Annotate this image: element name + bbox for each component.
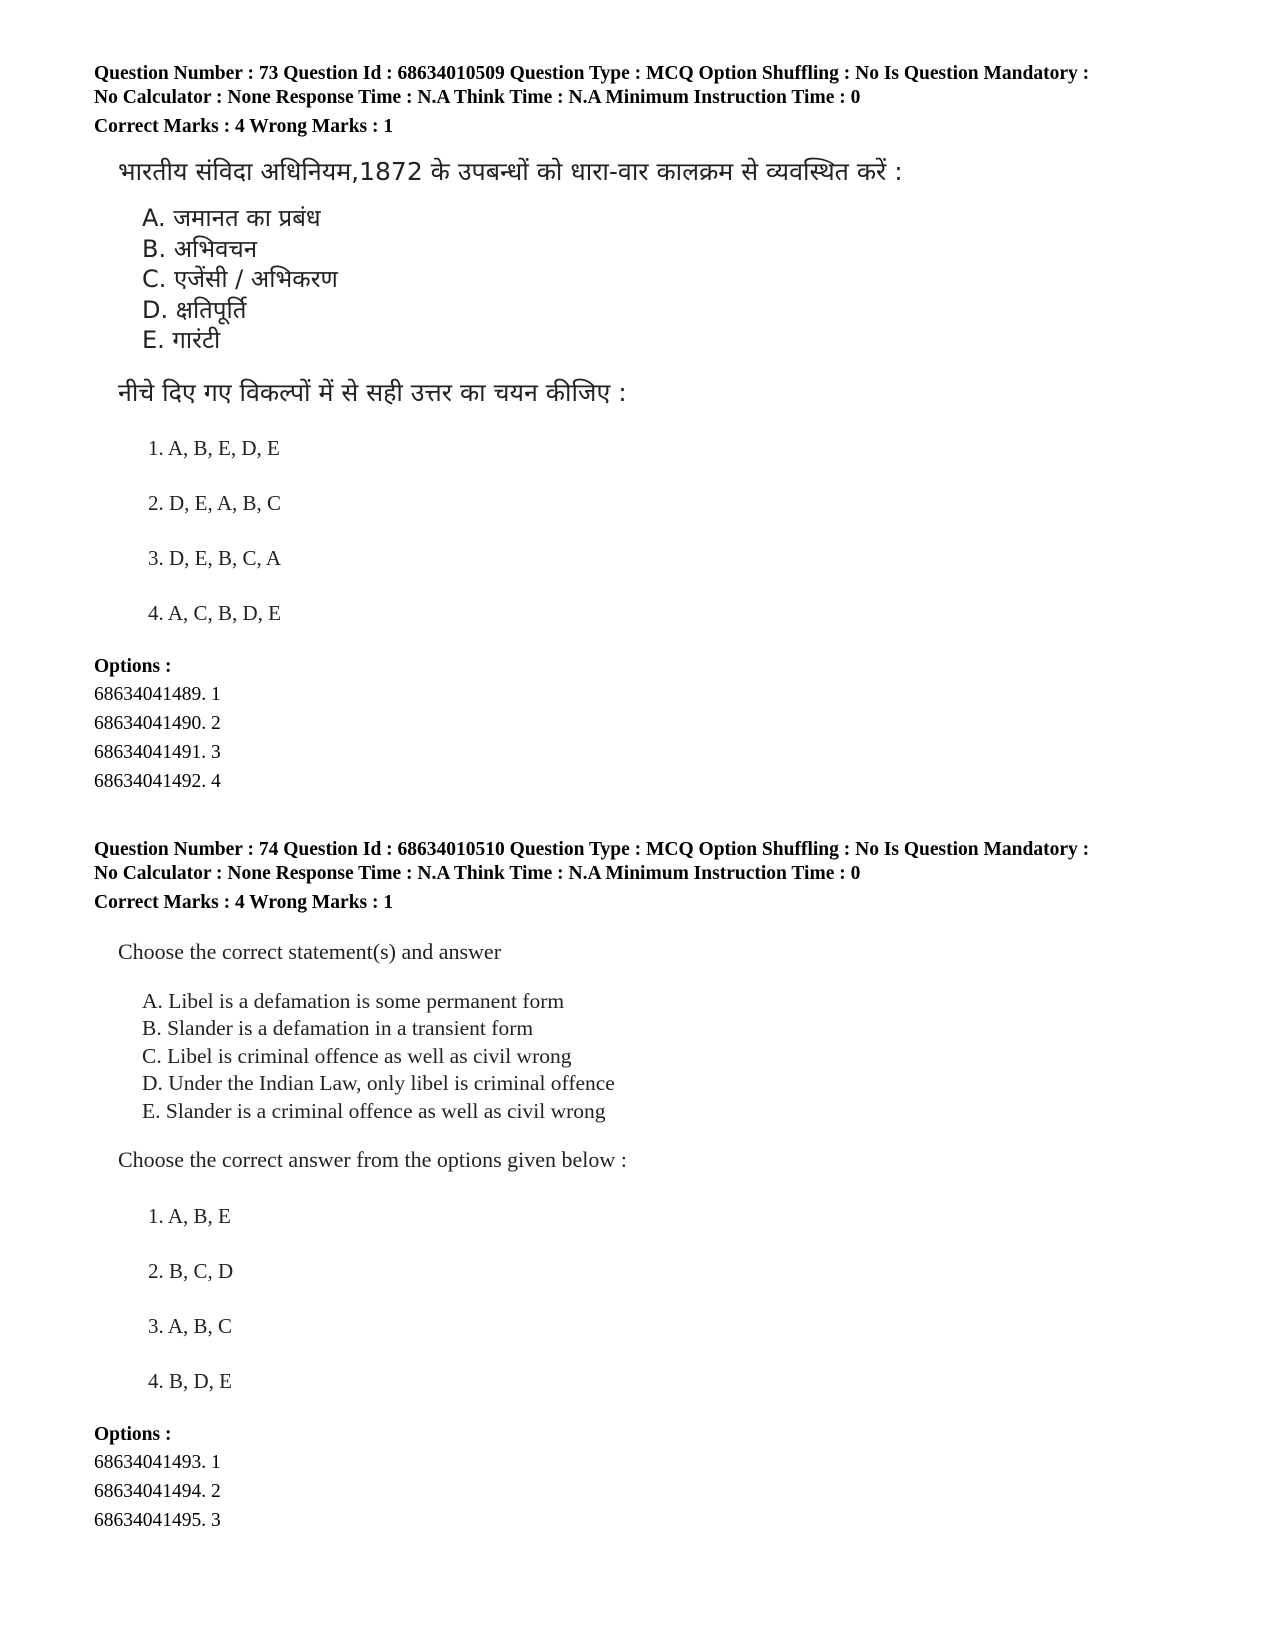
question-stem: Choose the correct statement(s) and answer bbox=[118, 938, 502, 964]
question-item: A. जमानत का प्रबंध bbox=[142, 204, 321, 232]
question-marks: Correct Marks : 4 Wrong Marks : 1 bbox=[94, 116, 394, 137]
option-id: 68634041489. 1 bbox=[94, 683, 221, 705]
answer-choice: 1. A, B, E bbox=[148, 1204, 231, 1228]
question-block-73 bbox=[94, 62, 1214, 796]
question-meta-line-2: No Calculator : None Response Time : N.A Think Time : N.A Minimum Instruction Time : 0 bbox=[94, 862, 861, 884]
option-id: 68634041491. 3 bbox=[94, 741, 221, 763]
question-item: B. Slander is a defamation in a transient form bbox=[142, 1016, 534, 1040]
question-stem: भारतीय संविदा अधिनियम,1872 के उपबन्धों को धारा-वार कालक्रम से व्यवस्थित करें : bbox=[118, 157, 903, 186]
answer-choice: 3. A, B, C bbox=[148, 1314, 233, 1338]
answer-choice: 2. B, C, D bbox=[148, 1259, 234, 1283]
question-instruction: नीचे दिए गए विकल्पों में से सही उत्तर का चयन कीजिए : bbox=[118, 377, 627, 407]
question-items bbox=[142, 203, 1214, 356]
question-item: A. Libel is a defamation is some permanent form bbox=[142, 988, 565, 1013]
question-item: D. Under the Indian Law, only libel is criminal offence bbox=[142, 1071, 615, 1095]
question-header bbox=[94, 838, 1214, 915]
answer-choice: 4. B, D, E bbox=[148, 1369, 232, 1393]
options-label: Options : bbox=[94, 1424, 172, 1445]
option-id: 68634041495. 3 bbox=[94, 1510, 221, 1531]
question-item: C. Libel is criminal offence as well as civil wrong bbox=[142, 1043, 572, 1068]
question-meta-line-1: Question Number : 73 Question Id : 68634010509 Question Type : MCQ Option Shuffling : No Is Question Mandatory : bbox=[94, 63, 1090, 84]
question-meta-line-1: Question Number : 74 Question Id : 68634010510 Question Type : MCQ Option Shuffling : No Is Question Mandatory : bbox=[94, 838, 1090, 860]
options-section bbox=[94, 1422, 1214, 1535]
question-image bbox=[118, 157, 1214, 628]
options-section bbox=[94, 654, 1214, 796]
document-page bbox=[94, 62, 1214, 1535]
question-marks: Correct Marks : 4 Wrong Marks : 1 bbox=[94, 891, 394, 913]
question-item: E. गारंटी bbox=[142, 326, 221, 354]
option-id: 68634041490. 2 bbox=[94, 712, 221, 734]
question-item: E. Slander is a criminal offence as well as civil wrong bbox=[142, 1098, 606, 1123]
question-header bbox=[94, 62, 1214, 139]
answer-choices bbox=[148, 433, 1214, 628]
option-id: 68634041493. 1 bbox=[94, 1452, 221, 1473]
option-id: 68634041492. 4 bbox=[94, 770, 221, 792]
option-id: 68634041494. 2 bbox=[94, 1481, 221, 1502]
question-item: C. एजेंसी / अभिकरण bbox=[142, 265, 338, 293]
question-block-74 bbox=[94, 838, 1214, 1536]
answer-choice: 4. A, C, B, D, E bbox=[148, 600, 282, 625]
options-label: Options : bbox=[94, 655, 172, 677]
question-items bbox=[142, 988, 1214, 1126]
answer-choice: 1. A, B, E, D, E bbox=[148, 435, 280, 460]
question-item: B. अभिवचन bbox=[142, 234, 258, 263]
question-meta-line-2: No Calculator : None Response Time : N.A Think Time : N.A Minimum Instruction Time : 0 bbox=[94, 87, 861, 108]
question-instruction: Choose the correct answer from the options given below : bbox=[118, 1147, 627, 1172]
question-item: D. क्षतिपूर्ति bbox=[142, 295, 247, 324]
answer-choices bbox=[148, 1201, 1214, 1396]
answer-choice: 3. D, E, B, C, A bbox=[148, 545, 282, 570]
question-image bbox=[118, 939, 1214, 1397]
answer-choice: 2. D, E, A, B, C bbox=[148, 490, 282, 515]
